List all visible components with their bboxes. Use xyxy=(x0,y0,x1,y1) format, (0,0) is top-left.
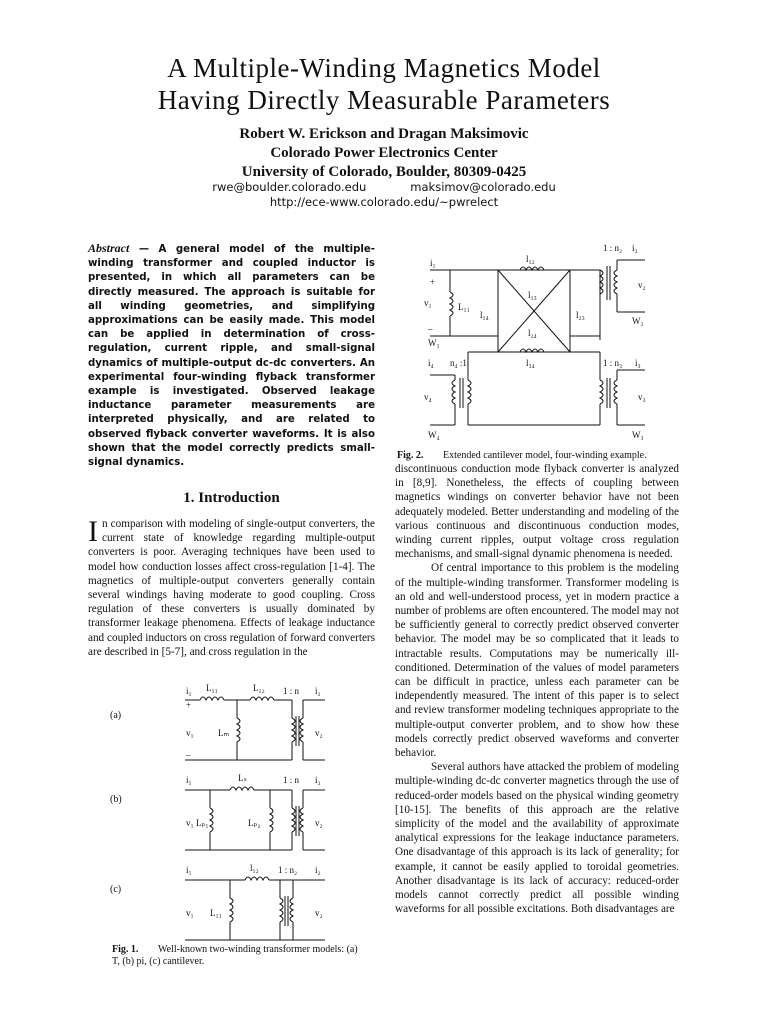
fig2-ratio-2: 1 : n₂ xyxy=(603,243,623,253)
fig2-caption-num: Fig. 2. xyxy=(397,450,424,461)
figure-2-diagram xyxy=(420,240,660,445)
fig2-caption-text: Extended cantilever model, four-winding example. xyxy=(443,450,647,461)
fig2-w2: W₂ xyxy=(632,316,644,326)
fig2-minus-1: – xyxy=(428,324,433,334)
section-heading: 1. Introduction xyxy=(183,490,280,506)
fig2-i3: i₃ xyxy=(635,358,641,368)
fig1a-l1: L₁₁ xyxy=(206,683,218,693)
fig2-v4: v₄ xyxy=(424,392,432,402)
right-para-3: Several authors have attacked the problem of modeling multiple-winding dc-dc converter magnetics through the use of reduced-order models based on the physical winding geometry [10-15]. The benefits of this approach are the relative simplicity of the model and the availability of approximate analytical expressions for the leakage inductance parameters. One disadvantage of this approach is its lack of generality; for example, it cannot be easily applied to toroidal geometries. Another disadvantage is its lack of accuracy: reduced-order models cannot correctly predict all possible winding waveforms for all possible excitations. Both disadvantages are xyxy=(395,761,679,916)
fig2-l23: l₂₃ xyxy=(576,310,585,320)
fig1-panel-a: (a) xyxy=(110,710,122,721)
fig2-v1: v₁ xyxy=(424,298,432,308)
email-2: maksimov@colorado.edu xyxy=(410,180,556,194)
fig2-l14: l₁₄ xyxy=(480,310,489,320)
fig1-caption-text: Well-known two-winding transformer models: (a) T, (b) pi, (c) cantilever. xyxy=(112,944,358,967)
email-1: rwe@boulder.colorado.edu xyxy=(212,180,367,194)
fig1b-i1: i₁ xyxy=(186,775,192,785)
right-column-text xyxy=(395,462,679,917)
fig1a-plus: + xyxy=(186,700,192,710)
fig1a-ratio: 1 : n xyxy=(283,686,300,696)
fig1c-ratio: 1 : n₂ xyxy=(278,865,298,875)
fig1a-v2: v₂ xyxy=(315,728,323,738)
fig1b-v1: v₁ xyxy=(186,818,194,828)
fig2-l34: l₃₄ xyxy=(526,358,535,368)
abstract-dash: — xyxy=(129,244,159,255)
figure-1-caption xyxy=(112,944,362,968)
fig1a-v1: v₁ xyxy=(186,728,194,738)
figure-1-diagram xyxy=(100,680,360,965)
affiliation-1: Colorado Power Electronics Center xyxy=(270,145,498,161)
figure-1 xyxy=(100,680,360,965)
fig1-caption-num: Fig. 1. xyxy=(112,944,139,955)
fig2-l24: l₂₄ xyxy=(528,328,537,338)
affiliation-2: University of Colorado, Boulder, 80309-0425 xyxy=(241,164,527,180)
fig1-panel-b: (b) xyxy=(110,794,122,805)
drop-cap: I xyxy=(88,515,98,548)
fig2-v3: v₃ xyxy=(638,392,646,402)
fig2-plus-1: + xyxy=(430,277,436,287)
fig1b-lp1: Lₚ₁ xyxy=(196,818,209,828)
fig1b-lp2: Lₚ₂ xyxy=(248,818,261,828)
fig1c-v2: v₂ xyxy=(315,908,323,918)
abstract-text: A general model of the multiple-winding transformer and coupled inductor is presented, in which all parameters can be directly measured. The approach is suitable for all winding geometries, and simplifying approximations can be easily made. This model can be applied in determination of cross-regulation, current ripple, and small-signal dynamics of multiple-output dc-dc converters. An experimental four-winding flyback transformer example is investigated. Observed leakage inductance parameter measurements are interpreted physically, and are related to observed flyback converter waveforms. It is also shown that the model correctly predicts small-signal dynamics. xyxy=(88,244,376,469)
fig1a-minus: – xyxy=(186,750,191,760)
fig2-v2: v₂ xyxy=(638,280,646,290)
fig2-ratio-3: 1 : n₃ xyxy=(603,358,623,368)
contact-block xyxy=(40,180,728,210)
fig1a-i1: i₁ xyxy=(186,686,192,696)
abstract-label: Abstract xyxy=(88,241,130,255)
paper-title xyxy=(40,52,728,116)
fig1a-l2: L₁₂ xyxy=(253,683,265,693)
fig1a-i2: i₂ xyxy=(315,686,321,696)
fig2-w1: W₁ xyxy=(428,338,440,348)
fig2-ratio-4: n₄ :1 xyxy=(450,358,467,368)
abstract xyxy=(88,241,375,470)
fig1c-l12: l₁₂ xyxy=(250,863,259,873)
intro-paragraph xyxy=(88,517,375,659)
intro-text: n comparison with modeling of single-output converters, the current state of knowledge regarding multiple-output converters is poor. Averaging techniques have been used to model how conduction losses affect cross-regulation [1-4]. The magnetics of multiple-output converters generally contain several windings having moderate to good coupling. Cross regulation of these converters is usually dominated by transformer leakage phenomena. Effects of leakage inductance and coupled inductors on cross regulation of forward converters are described in [5-7], and cross regulation in the xyxy=(88,518,375,658)
fig1-panel-c: (c) xyxy=(110,884,122,895)
title-line-2: Having Directly Measurable Parameters xyxy=(157,85,611,115)
author-names: Robert W. Erickson and Dragan Maksimovic xyxy=(239,126,529,142)
fig2-l13: l₁₃ xyxy=(528,290,537,300)
fig1b-ratio: 1 : n xyxy=(283,775,300,785)
fig1a-lm: Lₘ xyxy=(218,728,230,738)
figure-2 xyxy=(420,240,660,445)
fig2-i2: i₂ xyxy=(632,243,638,253)
author-block xyxy=(40,125,728,182)
title-line-1: A Multiple-Winding Magnetics Model xyxy=(167,53,601,83)
fig2-l12: l₁₂ xyxy=(526,254,535,264)
fig2-w4: W₄ xyxy=(428,430,440,440)
fig2-l11: L₁₁ xyxy=(458,302,470,312)
fig2-i4: i₄ xyxy=(428,358,434,368)
fig1c-i2: i₂ xyxy=(315,865,321,875)
fig2-w3: W₃ xyxy=(632,430,644,440)
fig1c-v1: v₁ xyxy=(186,908,194,918)
fig2-i1: i₁ xyxy=(430,258,436,268)
fig1b-v2: v₂ xyxy=(315,818,323,828)
fig1c-l11: L₁₁ xyxy=(210,908,222,918)
right-para-1: discontinuous conduction mode flyback converter is analyzed in [8,9]. Nonetheless, the effects of coupling between magnetics windings on converter behavior have not been adequately modeled. Better understanding and modeling of the various continuous and discontinuous conduction modes, winding current ripples, output voltage cross regulation mechanisms, and small-signal dynamic phenomena is needed. xyxy=(395,463,679,561)
figure-2-caption xyxy=(397,450,687,462)
right-para-2: Of central importance to this problem is the modeling of the multiple-winding transformer. Transformer modeling is an old and well-understood process, yet in modern practice a number of problems are often encountered. The model may not be sufficiently general to correctly predict observed converter behavior. The model may be so complicated that it leads to intractable results. Computations may be numerically ill-conditioned. Determination of the values of model parameters can be difficult in practice, unless each parameter can be independently measured. The intent of this paper is to select and review transformer modeling techniques appropriate to the multiple-output converter problem, and to show how these models correctly predict observed waveforms and converter behavior. xyxy=(395,562,679,760)
fig1b-ls: Lₛ xyxy=(238,773,247,783)
fig1b-i2: i₂ xyxy=(315,775,321,785)
fig1c-i1: i₁ xyxy=(186,865,192,875)
url: http://ece-www.colorado.edu/~pwrelect xyxy=(269,195,499,209)
